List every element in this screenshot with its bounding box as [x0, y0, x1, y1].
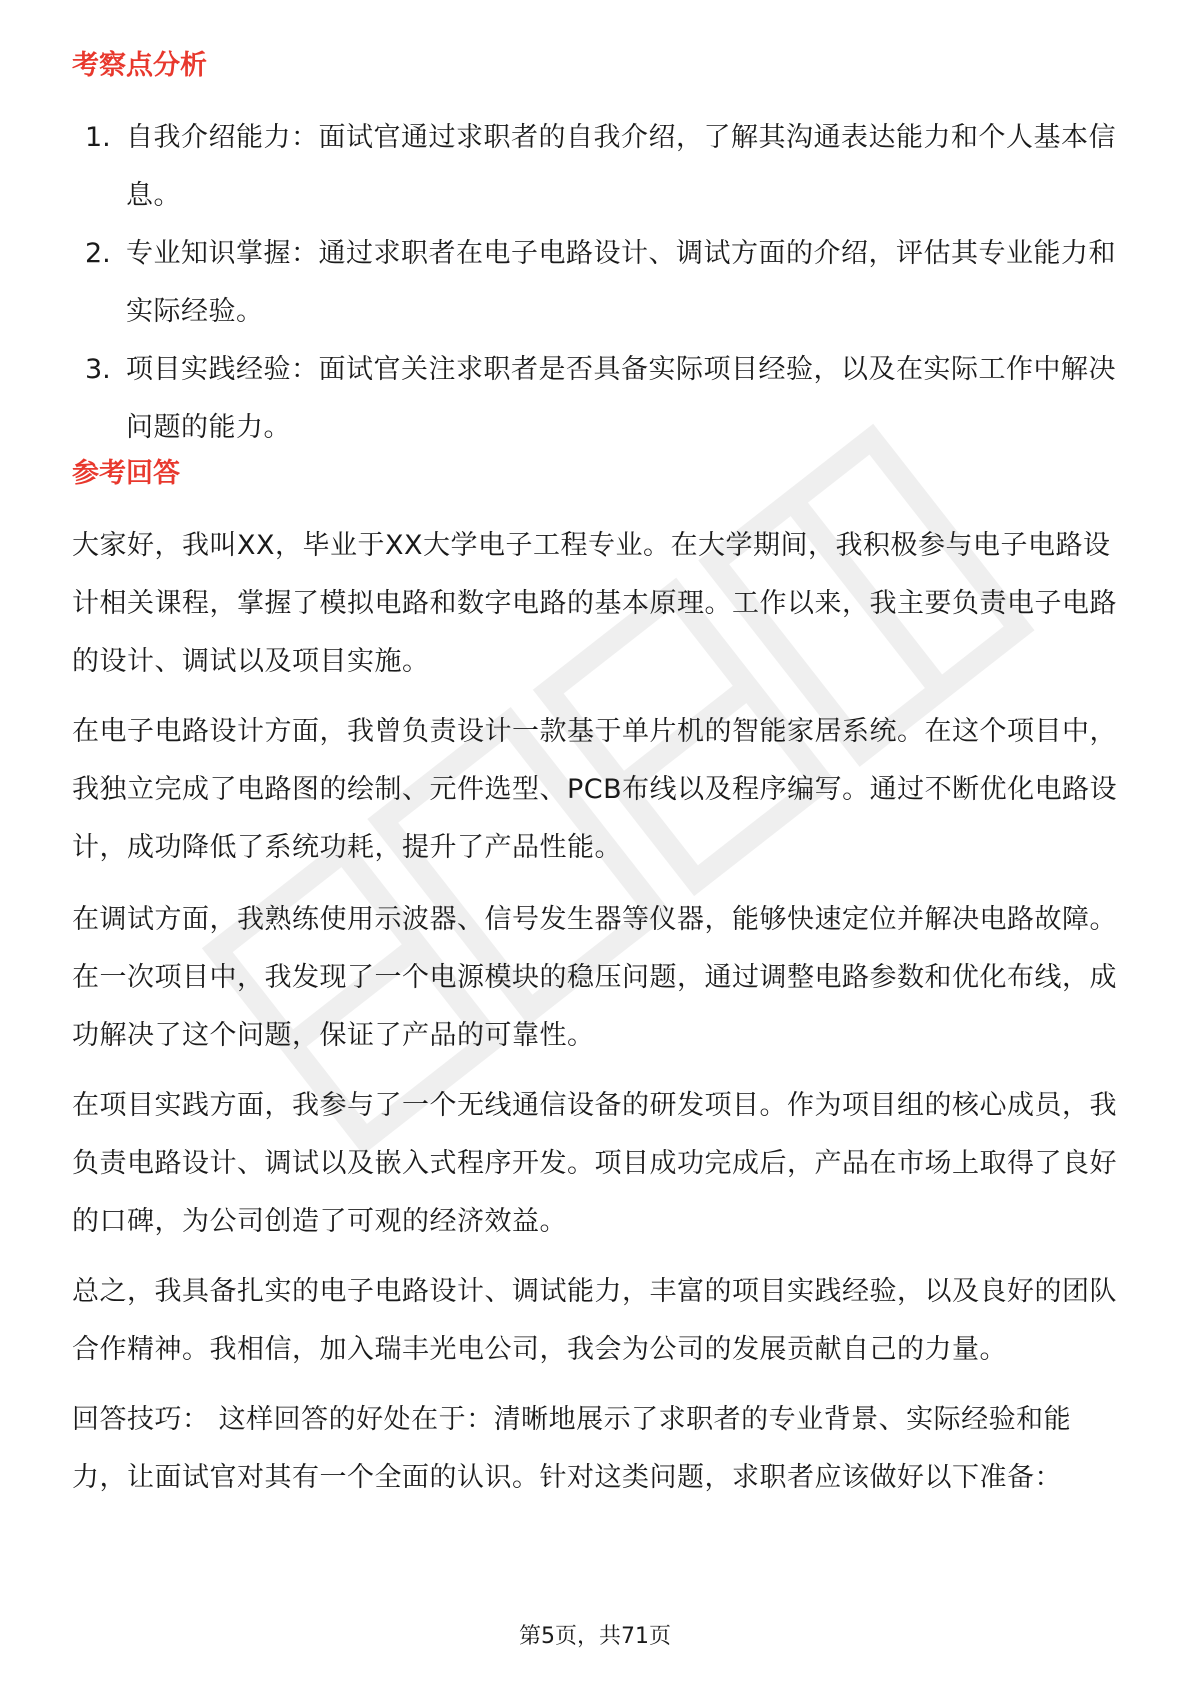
list-item-text: 专业知识掌握：通过求职者在电子电路设计、调试方面的介绍，评估其专业能力和实际经验。	[126, 238, 1116, 327]
list-item-number: 3.	[85, 354, 111, 385]
list-item-text: 项目实践经验：面试官关注求职者是否具备实际项目经验，以及在实际工作中解决问题的能力。	[126, 354, 1116, 443]
answer-paragraph: 总之，我具备扎实的电子电路设计、调试能力，丰富的项目实践经验，以及良好的团队合作精神。我相信，加入瑞丰光电公司，我会为公司的发展贡献自己的力量。	[72, 1276, 1117, 1365]
analysis-section-title: 考察点分析	[72, 50, 207, 81]
list-item-number: 2.	[85, 238, 111, 269]
list-item	[0, 225, 1190, 341]
list-item-number: 1.	[85, 122, 111, 153]
answer-paragraph: 大家好，我叫XX，毕业于XX大学电子工程专业。在大学期间，我积极参与电子电路设计相关课程，掌握了模拟电路和数字电路的基本原理。工作以来，我主要负责电子电路的设计、调试以及项目实施。	[72, 530, 1117, 677]
answer-paragraph: 在电子电路设计方面，我曾负责设计一款基于单片机的智能家居系统。在这个项目中，我独立完成了电路图的绘制、元件选型、PCB布线以及程序编写。通过不断优化电路设计，成功降低了系统功耗，提升了产品性能。	[72, 716, 1118, 863]
page-number: 第5页，共71页	[519, 1624, 671, 1649]
answer-section-title: 参考回答	[72, 458, 180, 489]
tips-paragraph: 回答技巧： 这样回答的好处在于：清晰地展示了求职者的专业背景、实际经验和能力，让面试官对其有一个全面的认识。针对这类问题，求职者应该做好以下准备：	[72, 1404, 1072, 1493]
analysis-list	[0, 109, 1190, 457]
list-item	[0, 341, 1190, 457]
answer-paragraph: 在调试方面，我熟练使用示波器、信号发生器等仪器，能够快速定位并解决电路故障。在一次项目中，我发现了一个电源模块的稳压问题，通过调整电路参数和优化布线，成功解决了这个问题，保证了产品的可靠性。	[72, 904, 1117, 1051]
list-item-text: 自我介绍能力：面试官通过求职者的自我介绍，了解其沟通表达能力和个人基本信息。	[126, 122, 1116, 211]
list-item	[0, 109, 1190, 225]
answer-paragraph: 在项目实践方面，我参与了一个无线通信设备的研发项目。作为项目组的核心成员，我负责电路设计、调试以及嵌入式程序开发。项目成功完成后，产品在市场上取得了良好的口碑，为公司创造了可观的经济效益。	[72, 1090, 1117, 1237]
